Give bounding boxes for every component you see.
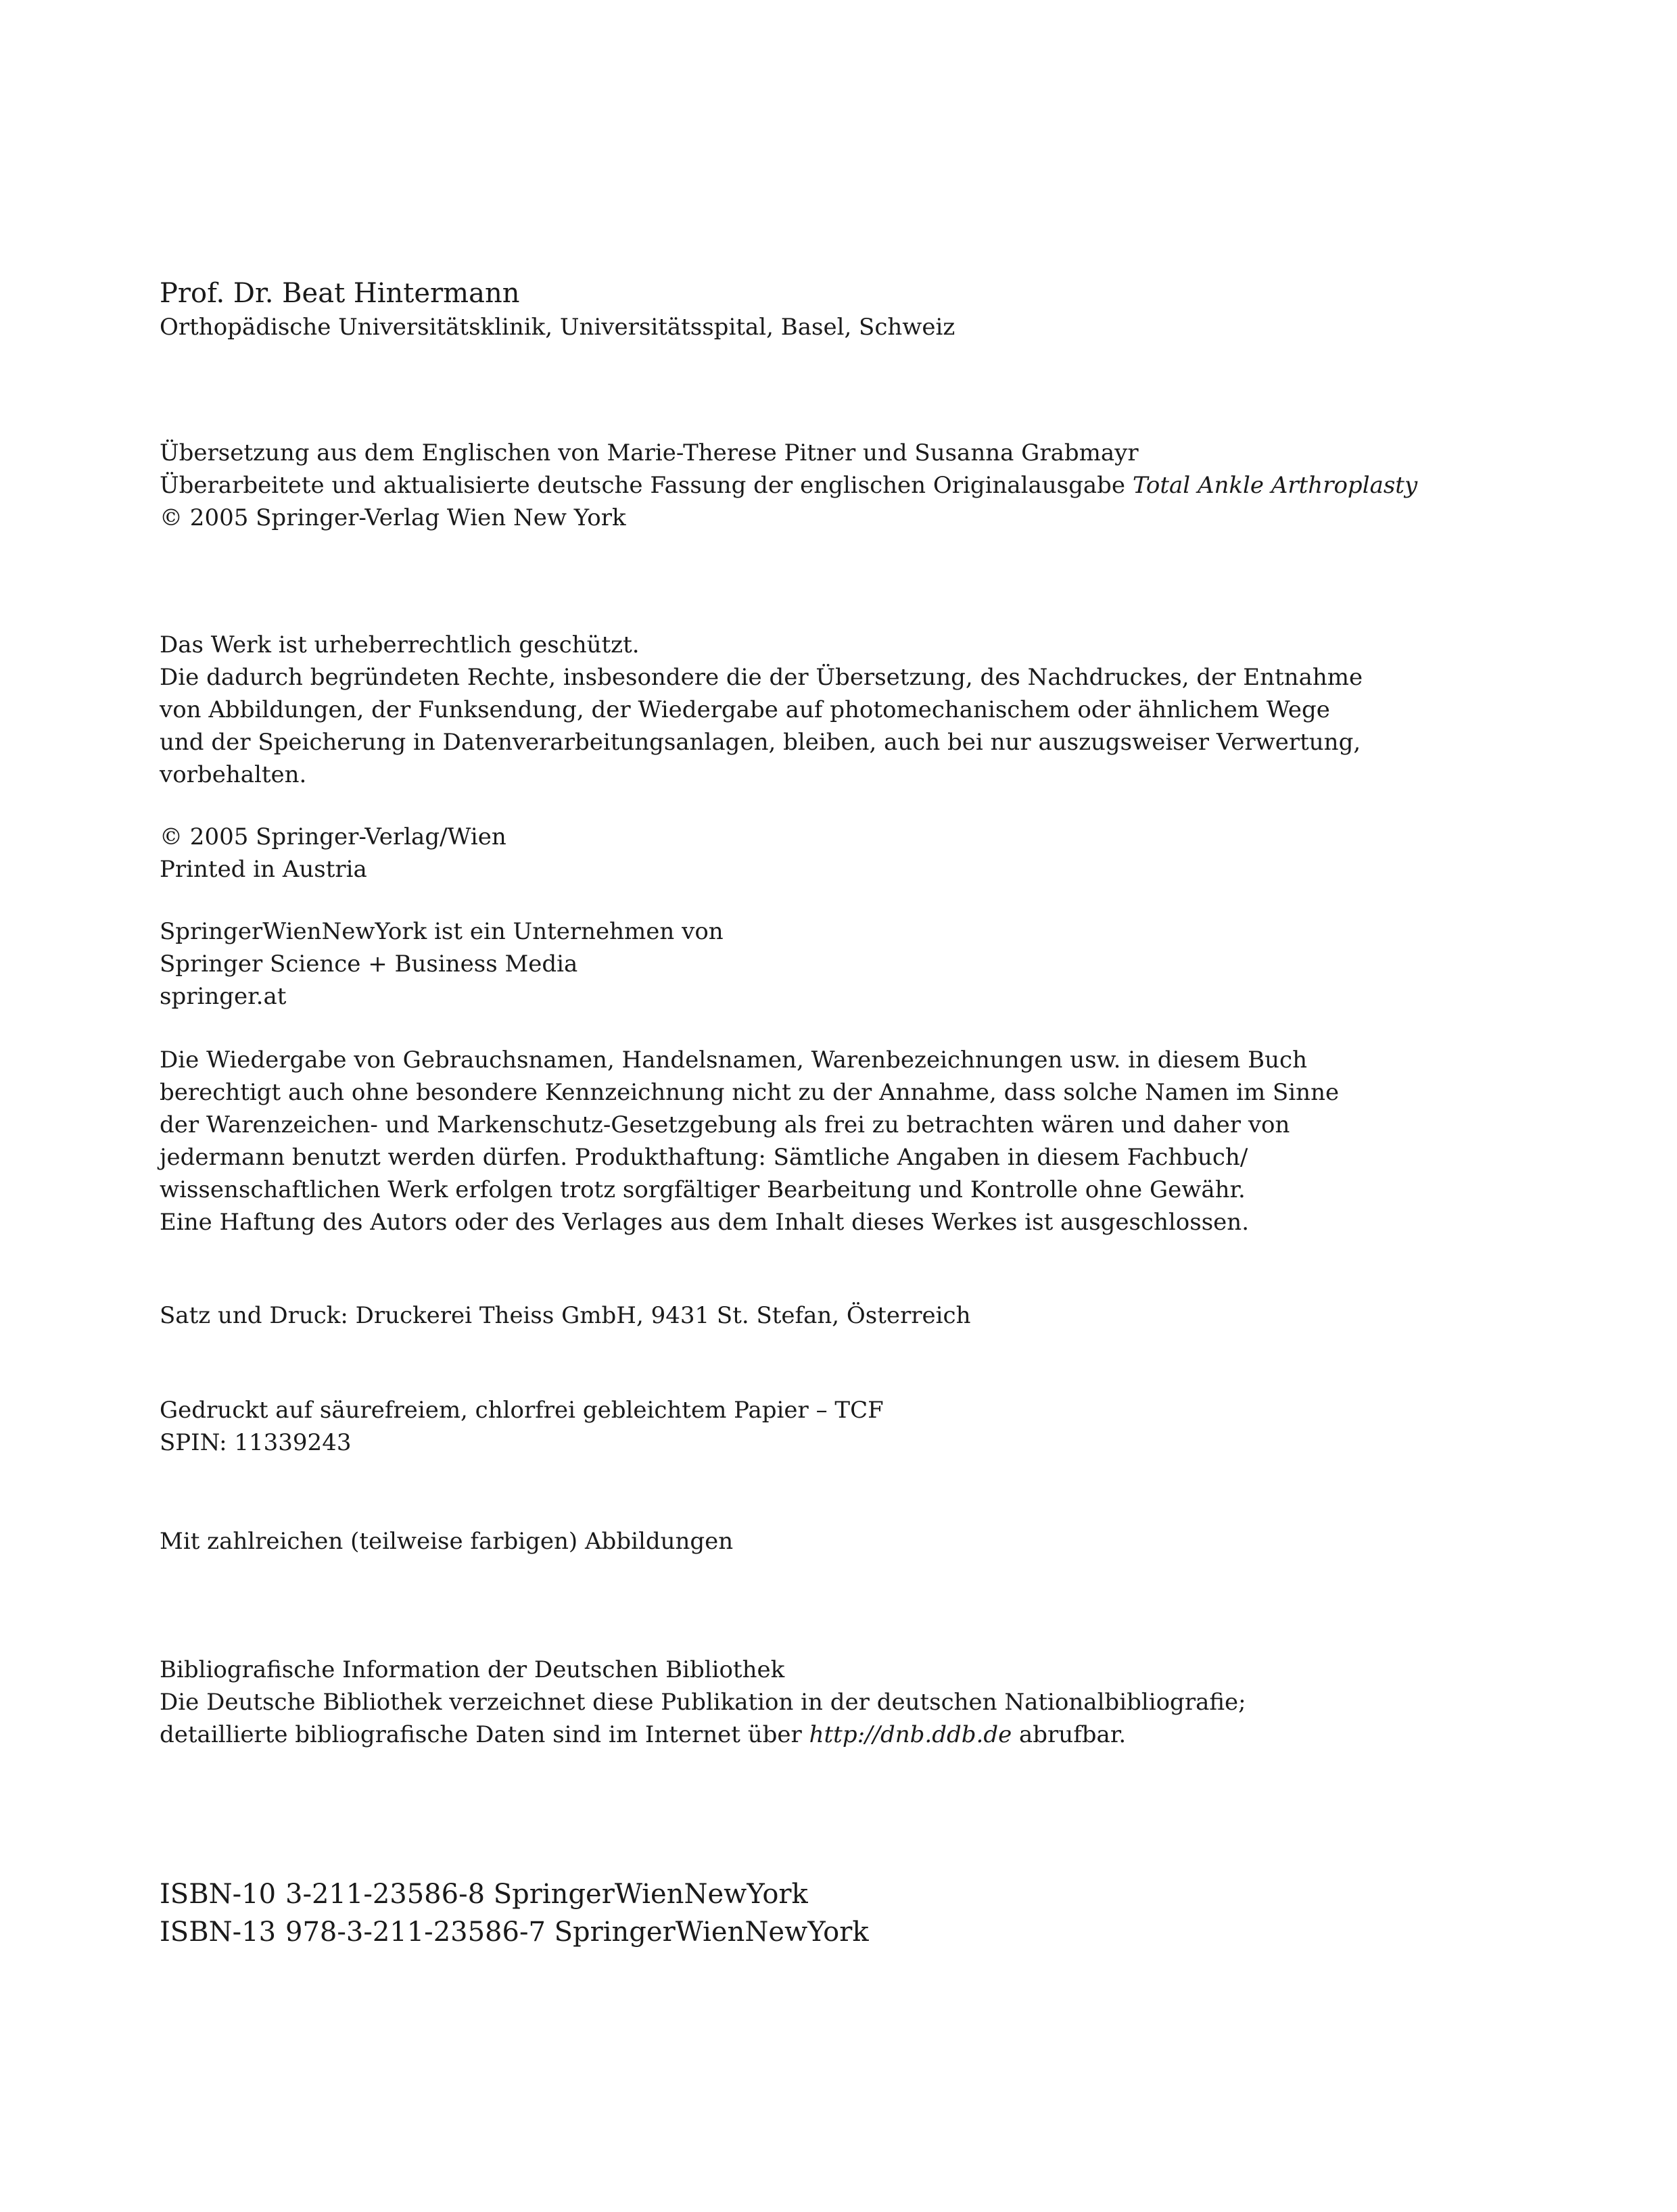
original-title: Total Ankle Arthroplasty [1132, 472, 1418, 499]
edition-note-text: Überarbeitete und aktualisierte deutsche Fassung der englischen Originalausgabe [160, 472, 1133, 499]
isbn-10-value: 3-211-23586-8 SpringerWienNewYork [285, 1879, 808, 1910]
isbn-13-value: 978-3-211-23586-7 SpringerWienNewYork [285, 1917, 869, 1948]
printing-line: Satz und Druck: Druckerei Theiss GmbH, 9431 St. Stefan, Österreich [160, 1302, 971, 1329]
bibliography-text: detaillierte bibliografische Daten sind im Internet über [160, 1721, 809, 1748]
company-line: Springer Science + Business Media [160, 951, 578, 978]
copyright-line: Die dadurch begründeten Rechte, insbesondere die der Übersetzung, des Nachdruckes, der Entnahme [160, 664, 1363, 691]
printed-in: Printed in Austria [160, 856, 367, 883]
disclaimer-line: wissenschaftlichen Werk erfolgen trotz sorgfältiger Bearbeitung und Kontrolle ohne Gewähr. [160, 1176, 1246, 1203]
spin-number: SPIN: 11339243 [160, 1429, 352, 1456]
disclaimer-line: Eine Haftung des Autors oder des Verlages aus dem Inhalt dieses Werkes ist ausgeschlossen. [160, 1209, 1249, 1236]
isbn-10 [160, 1875, 869, 1913]
author-affiliation: Orthopädische Universitätsklinik, Universitätsspital, Basel, Schweiz [160, 314, 955, 341]
translation-credit: Übersetzung aus dem Englischen von Marie-Therese Pitner und Susanna Grabmayr [160, 439, 1139, 466]
edition-note [160, 469, 1417, 502]
illustrations-line: Mit zahlreichen (teilweise farbigen) Abbildungen [160, 1528, 734, 1555]
copyright-line: Das Werk ist urheberrechtlich geschützt. [160, 631, 640, 658]
isbn-13-label: ISBN-13 [160, 1917, 277, 1948]
bibliography-block [160, 1654, 1246, 1751]
isbn-13 [160, 1913, 869, 1951]
disclaimer-line: berechtigt auch ohne besondere Kennzeichnung nicht zu der Annahme, dass solche Namen im Sinne [160, 1079, 1340, 1106]
author-name: Prof. Dr. Beat Hintermann [160, 278, 520, 309]
publisher-copyright [160, 821, 506, 886]
publisher-copyright-line: © 2005 Springer-Verlag/Wien [160, 823, 506, 850]
disclaimer-block [160, 1044, 1339, 1239]
translation-block [160, 437, 1417, 534]
copyright-notice [160, 629, 1363, 791]
original-copyright: © 2005 Springer-Verlag Wien New York [160, 504, 626, 531]
copyright-line: und der Speicherung in Datenverarbeitungsanlagen, bleiben, auch bei nur auszugsweiser Verwertung, [160, 729, 1361, 756]
disclaimer-line: der Warenzeichen- und Markenschutz-Gesetzgebung als frei zu betrachten wären und daher von [160, 1111, 1290, 1138]
bibliography-text: abrufbar. [1012, 1721, 1127, 1748]
bibliography-heading: Bibliografische Information der Deutschen Bibliothek [160, 1656, 785, 1683]
isbn-block [160, 1875, 869, 1951]
author-block [160, 276, 955, 343]
copyright-line: von Abbildungen, der Funksendung, der Wiedergabe auf photomechanischem oder ähnlichem Wege [160, 696, 1330, 723]
disclaimer-line: jedermann benutzt werden dürfen. Produkthaftung: Sämtliche Angaben in diesem Fachbuch/ [160, 1144, 1248, 1171]
dnb-link[interactable]: http://dnb.ddb.de [809, 1721, 1012, 1748]
bibliography-line: Die Deutsche Bibliothek verzeichnet diese Publikation in der deutschen Nationalbibliografie; [160, 1689, 1246, 1716]
copyright-line: vorbehalten. [160, 761, 307, 788]
illustrations-block [160, 1525, 733, 1558]
paper-line: Gedruckt auf säurefreiem, chlorfrei gebleichtem Papier – TCF [160, 1397, 884, 1424]
disclaimer-line: Die Wiedergabe von Gebrauchsnamen, Handelsnamen, Warenbezeichnungen usw. in diesem Buch [160, 1047, 1307, 1074]
isbn-10-label: ISBN-10 [160, 1879, 277, 1910]
company-line: SpringerWienNewYork ist ein Unternehmen von [160, 918, 724, 945]
company-block [160, 915, 724, 1013]
bibliography-line [160, 1718, 1246, 1751]
printing-block [160, 1299, 970, 1332]
company-website: springer.at [160, 983, 287, 1010]
paper-block [160, 1394, 884, 1459]
